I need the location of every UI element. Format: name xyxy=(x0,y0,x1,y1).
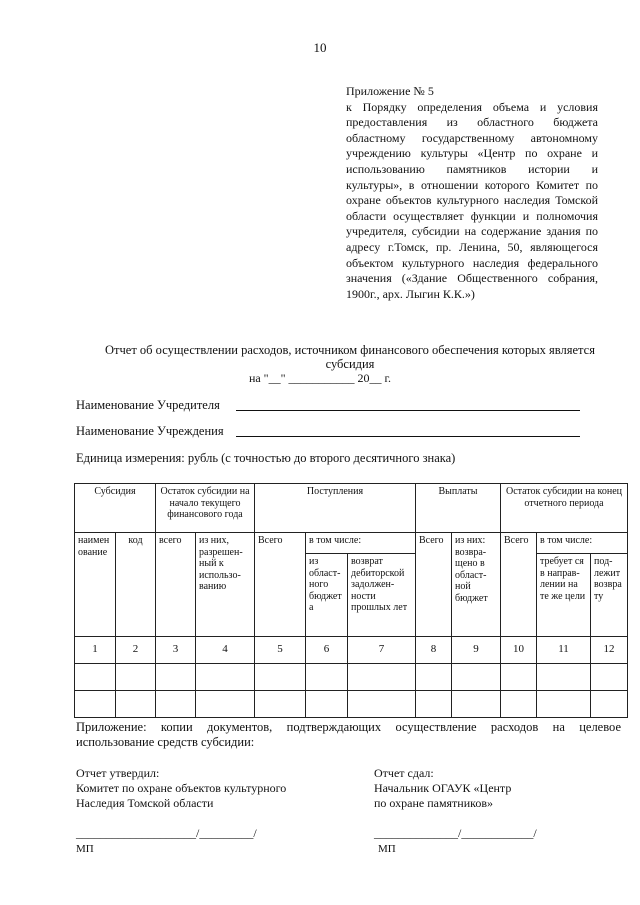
table-cell[interactable] xyxy=(452,664,501,691)
stamp-place-right: МП xyxy=(378,843,396,855)
approved-signature-line[interactable]: ____________________/_________/ xyxy=(76,826,257,840)
page-number: 10 xyxy=(313,40,327,55)
col-num-3: 3 xyxy=(156,637,196,664)
col-num-8: 8 xyxy=(416,637,452,664)
report-date-line: на "__" ___________ 20__ г. xyxy=(248,371,392,385)
signature-left xyxy=(76,766,336,811)
submitted-by-org-1: Начальник ОГАУК «Центр xyxy=(374,781,512,795)
header-balance-end: Остаток субсидии на конец отчетного периода xyxy=(501,484,628,533)
table-cell[interactable] xyxy=(196,691,255,718)
table-cell[interactable] xyxy=(306,691,348,718)
column-number-row xyxy=(75,637,628,664)
table-cell[interactable] xyxy=(452,691,501,718)
header-from-budget: из област-ного бюджет а xyxy=(306,554,348,637)
institution-label: Наименование Учреждения xyxy=(76,424,224,438)
col-num-10: 10 xyxy=(501,637,537,664)
col-num-9: 9 xyxy=(452,637,501,664)
appendix-text: к Порядку определения объема и условия предоставления из областного бюджета областному государственному автономному учреждению культуры «Центр по охране и использованию памятников истории и культуры», в отношении которого Комитет по охране объектов культурного наследия Томской области осуществляет функции и полномочия учредителя, субсидии на содержание здания по адресу г.Томск, пр. Ленина, 50, являющегося объектом культурного наследия федерального значения («Здание Общественного собрания, 1900г., арх. Лыгин К.К.») xyxy=(346,99,598,301)
unit-of-measure: Единица измерения: рубль (с точностью до второго десятичного знака) xyxy=(76,451,456,465)
submitted-by-org-2: по охране памятников» xyxy=(374,796,494,810)
header-subsidy: Субсидия xyxy=(75,484,156,533)
col-num-11: 11 xyxy=(537,637,591,664)
table-cell[interactable] xyxy=(416,691,452,718)
header-return-debt: возврат дебиторской задолжен-ности прошлых лет xyxy=(348,554,416,637)
table-cell[interactable] xyxy=(591,691,628,718)
header-total-end: Всего xyxy=(501,533,537,637)
table-cell[interactable] xyxy=(75,691,116,718)
header-returned: из них: возвра-щено в област-ной бюджет xyxy=(452,533,501,637)
table-row xyxy=(75,664,628,691)
header-including-end: в том числе: xyxy=(537,533,628,554)
table-cell[interactable] xyxy=(255,664,306,691)
header-balance-start: Остаток субсидии на начало текущего финансового года xyxy=(156,484,255,533)
col-num-1: 1 xyxy=(75,637,116,664)
col-num-5: 5 xyxy=(255,637,306,664)
table-cell[interactable] xyxy=(591,664,628,691)
institution-input-line[interactable] xyxy=(236,436,580,437)
header-to-return: под-лежит возвра ту xyxy=(591,554,628,637)
table-cell[interactable] xyxy=(75,664,116,691)
col-num-2: 2 xyxy=(116,637,156,664)
table-cell[interactable] xyxy=(501,691,537,718)
appendix-block xyxy=(346,84,598,302)
header-total-payments: Всего xyxy=(416,533,452,637)
header-total-receipts: Всего xyxy=(255,533,306,637)
approved-by-title: Отчет утвердил: xyxy=(76,766,160,780)
table-cell[interactable] xyxy=(348,691,416,718)
table-cell[interactable] xyxy=(116,691,156,718)
attachment-note: Приложение: копии документов, подтверждающих осуществление расходов на целевое использование средств субсидии: xyxy=(76,720,621,749)
header-receipts: Поступления xyxy=(255,484,416,533)
col-num-6: 6 xyxy=(306,637,348,664)
header-needed: требует ся в направ-лении на те же цели xyxy=(537,554,591,637)
table-cell[interactable] xyxy=(348,664,416,691)
table-cell[interactable] xyxy=(255,691,306,718)
submitted-signature-line[interactable]: ______________/____________/ xyxy=(374,826,537,840)
col-num-12: 12 xyxy=(591,637,628,664)
header-including-receipts: в том числе: xyxy=(306,533,416,554)
table-cell[interactable] xyxy=(116,664,156,691)
table-cell[interactable] xyxy=(306,664,348,691)
report-table xyxy=(74,483,628,718)
table-cell[interactable] xyxy=(501,664,537,691)
table-header-row-2 xyxy=(75,533,628,554)
stamp-place-left: МП xyxy=(76,843,94,855)
table-cell[interactable] xyxy=(156,691,196,718)
table-cell[interactable] xyxy=(156,664,196,691)
table-cell[interactable] xyxy=(537,664,591,691)
col-num-4: 4 xyxy=(196,637,255,664)
appendix-number: Приложение № 5 xyxy=(346,84,434,98)
founder-input-line[interactable] xyxy=(236,410,580,411)
header-code: код xyxy=(116,533,156,637)
table-cell[interactable] xyxy=(537,691,591,718)
table-header-row-1 xyxy=(75,484,628,533)
report-title: Отчет об осуществлении расходов, источником финансового обеспечения которых является субсидия xyxy=(105,343,595,371)
founder-label: Наименование Учредителя xyxy=(76,398,220,412)
table-cell[interactable] xyxy=(416,664,452,691)
signature-right xyxy=(374,766,604,811)
submitted-by-title: Отчет сдал: xyxy=(374,766,434,780)
header-permitted: из них, разрешен-ный к использо-ванию xyxy=(196,533,255,637)
approved-by-org: Комитет по охране объектов культурного Наследия Томской области xyxy=(76,781,287,810)
col-num-7: 7 xyxy=(348,637,416,664)
header-name: наимен ование xyxy=(75,533,116,637)
table-row xyxy=(75,691,628,718)
header-total-start: всего xyxy=(156,533,196,637)
table-cell[interactable] xyxy=(196,664,255,691)
header-payments: Выплаты xyxy=(416,484,501,533)
